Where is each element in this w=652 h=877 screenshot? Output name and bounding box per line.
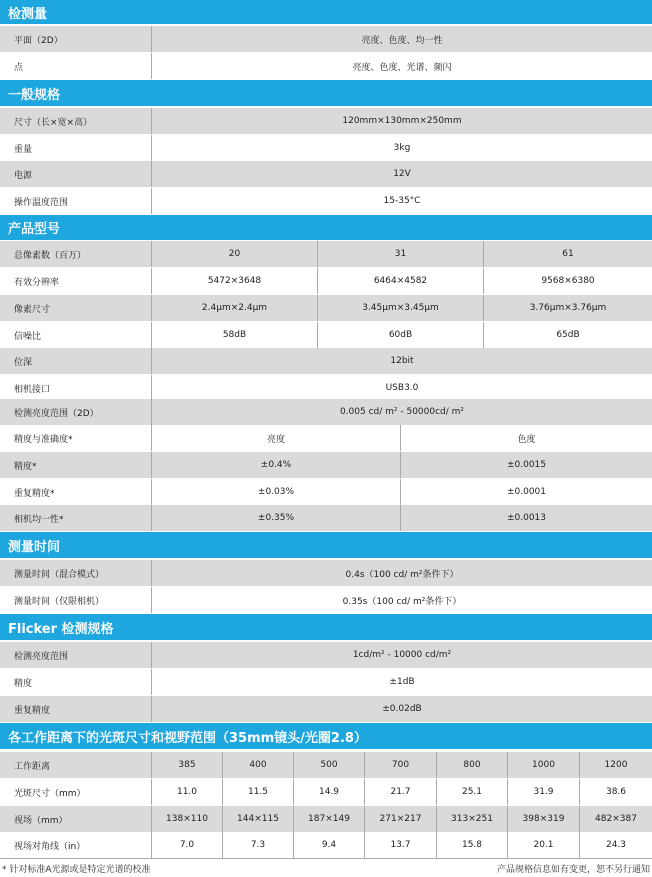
row-label: 操作温度范围	[0, 188, 152, 214]
cell-value: 20	[152, 241, 318, 267]
cell-value: 11.5	[223, 779, 294, 805]
row-label: 测量时间（混合模式）	[0, 560, 152, 586]
table-row	[0, 779, 652, 805]
cell-value: 3.45μm×3.45μm	[318, 295, 484, 321]
cell-value: 3.76μm×3.76μm	[529, 303, 607, 313]
table-row	[0, 479, 652, 505]
row-label: 光斑尺寸（mm）	[0, 779, 152, 805]
row-label: 相机接口	[0, 375, 152, 401]
row-label: 检测亮度范围	[0, 642, 152, 668]
row-label: 视场（mm）	[0, 806, 152, 832]
cell-value: 9568×6380	[541, 276, 595, 286]
cell-value: 亮度、色度、光谱、频闪	[352, 62, 452, 73]
table-row	[0, 696, 652, 722]
cell-value: 6464×4582	[318, 268, 484, 294]
cell-value: 144×115	[223, 806, 294, 832]
table-row	[0, 348, 652, 374]
cell-value: 482×387	[595, 814, 637, 824]
cell-value: 7.3	[223, 832, 294, 858]
table-row	[0, 268, 652, 294]
row-label: 检测亮度范围（2D）	[0, 399, 152, 425]
section-header-flicker: Flicker 检测规格	[0, 614, 652, 640]
table-row	[0, 399, 652, 425]
cell-value: 138×110	[152, 806, 223, 832]
table-row	[0, 806, 652, 832]
row-label: 尺寸（长×宽×高）	[0, 108, 152, 134]
section-header-detection: 检测量	[0, 0, 652, 24]
row-label: 重复精度	[0, 696, 152, 722]
row-label: 总像素数（百万）	[0, 241, 152, 267]
cell-value: 31.9	[508, 779, 580, 805]
table-row	[0, 375, 652, 401]
table-row	[0, 505, 652, 531]
cell-value: 500	[294, 752, 365, 778]
table-row	[0, 161, 652, 187]
table-row	[0, 452, 652, 478]
cell-value: 1200	[604, 760, 628, 770]
row-label: 精度*	[0, 452, 152, 478]
table-row	[0, 752, 652, 778]
cell-value: ±0.0001	[506, 487, 547, 497]
cell-value: 61	[562, 249, 574, 259]
cell-value: 1cd/m² - 10000 cd/m²	[352, 650, 452, 660]
table-row	[0, 53, 652, 79]
table-row	[0, 295, 652, 321]
row-label: 视场对角线（in）	[0, 832, 152, 858]
cell-value: 398×319	[508, 806, 580, 832]
row-label: 工作距离	[0, 752, 152, 778]
cell-value: 385	[152, 752, 223, 778]
row-label: 精度	[0, 669, 152, 695]
cell-value: 58dB	[152, 322, 318, 348]
cell-value: USB3.0	[385, 383, 419, 393]
section-header-measure-time: 测量时间	[0, 532, 652, 558]
cell-value: ±0.03%	[152, 479, 401, 505]
row-label: 精度与准确度*	[0, 425, 152, 451]
row-label: 重量	[0, 135, 152, 161]
row-label: 测量时间（仅限相机）	[0, 587, 152, 613]
section-header-models: 产品型号	[0, 215, 652, 240]
cell-value: ±0.02dB	[382, 704, 422, 714]
cell-value: 65dB	[556, 330, 580, 340]
cell-value: 7.0	[152, 832, 223, 858]
cell-value: 11.0	[152, 779, 223, 805]
table-row	[0, 425, 652, 451]
row-label: 电源	[0, 161, 152, 187]
cell-value: ±0.0013	[506, 513, 547, 523]
cell-value: 0.4s（100 cd/ m²条件下）	[345, 569, 459, 580]
cell-value: 60dB	[318, 322, 484, 348]
cell-value: 187×149	[294, 806, 365, 832]
column-header-chromaticity: 色度	[517, 434, 536, 445]
row-label: 重复精度*	[0, 479, 152, 505]
table-row	[0, 560, 652, 586]
cell-value: 800	[437, 752, 508, 778]
disclaimer: 产品规格信息如有变更，恕不另行通知	[496, 865, 650, 875]
table-row	[0, 832, 652, 858]
cell-value: 3kg	[393, 143, 411, 153]
cell-value: ±0.4%	[152, 452, 401, 478]
row-label: 像素尺寸	[0, 295, 152, 321]
table-row	[0, 642, 652, 668]
cell-value: 5472×3648	[152, 268, 318, 294]
table-bottom-divider	[0, 858, 652, 859]
cell-value: 2.4μm×2.4μm	[152, 295, 318, 321]
footnote: * 针对标准A光源或是特定光谱的校准	[2, 865, 151, 875]
cell-value: ±1dB	[389, 677, 415, 687]
table-row	[0, 241, 652, 267]
cell-value: 25.1	[437, 779, 508, 805]
cell-value: 15.8	[437, 832, 508, 858]
cell-value: 9.4	[294, 832, 365, 858]
cell-value: 15-35°C	[383, 196, 421, 206]
cell-value: 24.3	[605, 840, 627, 850]
table-row	[0, 188, 652, 214]
cell-value: 0.35s（100 cd/ m²条件下）	[342, 596, 462, 607]
cell-value: 700	[365, 752, 437, 778]
cell-value: 0.005 cd/ m² - 50000cd/ m²	[339, 407, 465, 417]
cell-value: 亮度、色度、均一性	[361, 35, 443, 46]
cell-value: 31	[318, 241, 484, 267]
table-row	[0, 26, 652, 52]
cell-value: 20.1	[508, 832, 580, 858]
row-label: 点	[0, 53, 152, 79]
table-row	[0, 135, 652, 161]
cell-value: 271×217	[365, 806, 437, 832]
row-label: 相机均一性*	[0, 505, 152, 531]
row-label: 有效分辨率	[0, 268, 152, 294]
cell-value: 120mm×130mm×250mm	[342, 116, 462, 126]
cell-value: ±0.35%	[152, 505, 401, 531]
cell-value: 12V	[393, 169, 411, 179]
cell-value: 13.7	[365, 832, 437, 858]
table-row	[0, 322, 652, 348]
table-row	[0, 669, 652, 695]
cell-value: 1000	[508, 752, 580, 778]
cell-value: 400	[223, 752, 294, 778]
section-header-working-distance: 各工作距离下的光斑尺寸和视野范围（35mm镜头/光圈2.8）	[0, 723, 652, 749]
cell-value: 14.9	[294, 779, 365, 805]
table-row	[0, 587, 652, 613]
cell-value: 12bit	[390, 356, 414, 366]
cell-value: 313×251	[437, 806, 508, 832]
row-label: 平面（2D）	[0, 26, 152, 52]
section-header-general: 一般规格	[0, 80, 652, 106]
row-label: 信噪比	[0, 322, 152, 348]
column-header-luminance: 亮度	[152, 425, 401, 451]
cell-value: 38.6	[605, 787, 627, 797]
row-label: 位深	[0, 348, 152, 374]
cell-value: ±0.0015	[506, 460, 547, 470]
cell-value: 21.7	[365, 779, 437, 805]
table-row	[0, 108, 652, 134]
